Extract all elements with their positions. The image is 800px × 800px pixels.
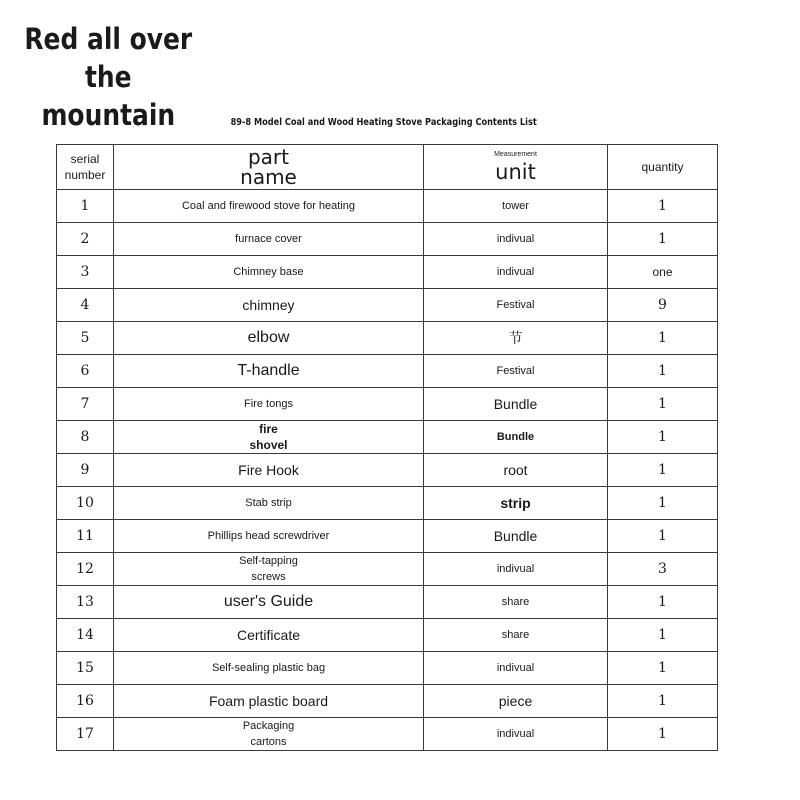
cell-unit: share <box>424 586 608 619</box>
cell-part-name: Phillips head screwdriver <box>114 520 424 553</box>
cell-quantity: 1 <box>608 487 718 520</box>
header-part-line-1: part <box>247 145 289 169</box>
cell-part-name-text: fire shovel <box>249 422 288 452</box>
cell-unit: Festival <box>424 289 608 322</box>
table-row <box>57 355 718 388</box>
cell-part-name-text: Self-tapping screws <box>239 555 298 583</box>
table-row <box>57 718 718 751</box>
cell-quantity: 1 <box>608 388 718 421</box>
cell-serial: 1 <box>57 190 114 223</box>
cell-quantity: 9 <box>608 289 718 322</box>
cell-part-name <box>114 718 424 751</box>
cell-serial: 12 <box>57 553 114 586</box>
cell-unit: Bundle <box>424 421 608 454</box>
cell-part-name <box>114 223 424 256</box>
table-row <box>57 487 718 520</box>
cell-part-name: Fire tongs <box>114 388 424 421</box>
table-row <box>57 289 718 322</box>
header-row <box>57 145 718 190</box>
cell-quantity: 1 <box>608 454 718 487</box>
cell-unit: Bundle <box>424 520 608 553</box>
table-row <box>57 454 718 487</box>
cell-part-name <box>114 553 424 586</box>
cell-part-name: Fire Hook <box>114 454 424 487</box>
cell-serial: 4 <box>57 289 114 322</box>
cell-part-name <box>114 421 424 454</box>
table-row <box>57 223 718 256</box>
cell-part-name: Coal and firewood stove for heating <box>114 190 424 223</box>
cell-unit: strip <box>424 487 608 520</box>
cell-serial: 8 <box>57 421 114 454</box>
cell-unit: share <box>424 619 608 652</box>
cell-unit: indivual <box>424 553 608 586</box>
header-measurement-unit <box>424 145 608 190</box>
cell-quantity: 3 <box>608 553 718 586</box>
cell-serial: 16 <box>57 685 114 718</box>
cell-part-name: user's Guide <box>114 586 424 619</box>
table-row <box>57 421 718 454</box>
brand-logo-text <box>18 20 199 134</box>
cell-unit: indivual <box>424 718 608 751</box>
cell-serial: 2 <box>57 223 114 256</box>
brand-line-2: mountain <box>41 98 176 132</box>
table-header <box>57 145 718 190</box>
cell-serial: 15 <box>57 652 114 685</box>
cell-unit: tower <box>424 190 608 223</box>
header-serial-line-1: serial <box>70 152 100 166</box>
cell-quantity: 1 <box>608 190 718 223</box>
cell-quantity: 1 <box>608 685 718 718</box>
cell-serial: 6 <box>57 355 114 388</box>
brand-line-1: Red all over the <box>24 22 193 94</box>
cell-serial: 11 <box>57 520 114 553</box>
header-serial-line-2: number <box>64 168 106 182</box>
cell-unit: root <box>424 454 608 487</box>
table-row <box>57 553 718 586</box>
cell-unit: 节 <box>424 322 608 355</box>
table-row <box>57 586 718 619</box>
cell-unit: indivual <box>424 652 608 685</box>
cell-quantity: one <box>608 256 718 289</box>
cell-serial: 17 <box>57 718 114 751</box>
cell-serial: 3 <box>57 256 114 289</box>
header-serial-number <box>57 145 114 190</box>
cell-serial: 13 <box>57 586 114 619</box>
cell-quantity: 1 <box>608 652 718 685</box>
cell-part-name: Stab strip <box>114 487 424 520</box>
header-part-line-2: name <box>240 165 297 189</box>
cell-serial: 10 <box>57 487 114 520</box>
cell-part-name: elbow <box>114 322 424 355</box>
table-row <box>57 322 718 355</box>
cell-part-name-text: furnace cover <box>235 233 302 245</box>
table-row <box>57 685 718 718</box>
cell-serial: 5 <box>57 322 114 355</box>
header-part-name <box>114 145 424 190</box>
table-row <box>57 652 718 685</box>
cell-quantity: 1 <box>608 586 718 619</box>
cell-serial: 7 <box>57 388 114 421</box>
cell-part-name: Self-sealing plastic bag <box>114 652 424 685</box>
cell-unit: indivual <box>424 256 608 289</box>
cell-quantity: 1 <box>608 619 718 652</box>
header-quantity: quantity <box>608 145 718 190</box>
cell-serial: 9 <box>57 454 114 487</box>
cell-quantity: 1 <box>608 520 718 553</box>
cell-unit: Festival <box>424 355 608 388</box>
table-row <box>57 520 718 553</box>
cell-part-name: Certificate <box>114 619 424 652</box>
cell-part-name: T-handle <box>114 355 424 388</box>
table-row <box>57 256 718 289</box>
cell-part-name: Chimney base <box>114 256 424 289</box>
cell-unit: piece <box>424 685 608 718</box>
cell-serial: 14 <box>57 619 114 652</box>
header-measurement-big: unit <box>495 160 536 184</box>
cell-part-name: Foam plastic board <box>114 685 424 718</box>
table-row <box>57 619 718 652</box>
header-measurement-small: Measurement <box>494 151 537 158</box>
cell-unit: Bundle <box>424 388 608 421</box>
cell-quantity: 1 <box>608 223 718 256</box>
packaging-contents-table <box>56 144 718 751</box>
cell-unit: indivual <box>424 223 608 256</box>
table-row <box>57 388 718 421</box>
cell-quantity: 1 <box>608 421 718 454</box>
cell-quantity: 1 <box>608 322 718 355</box>
cell-quantity: 1 <box>608 718 718 751</box>
document-title: 89-8 Model Coal and Wood Heating Stove Packaging Contents List <box>230 117 537 128</box>
table-body <box>57 190 718 751</box>
table-row <box>57 190 718 223</box>
cell-part-name-text: Packaging cartons <box>242 720 295 748</box>
cell-part-name: chimney <box>114 289 424 322</box>
cell-quantity: 1 <box>608 355 718 388</box>
